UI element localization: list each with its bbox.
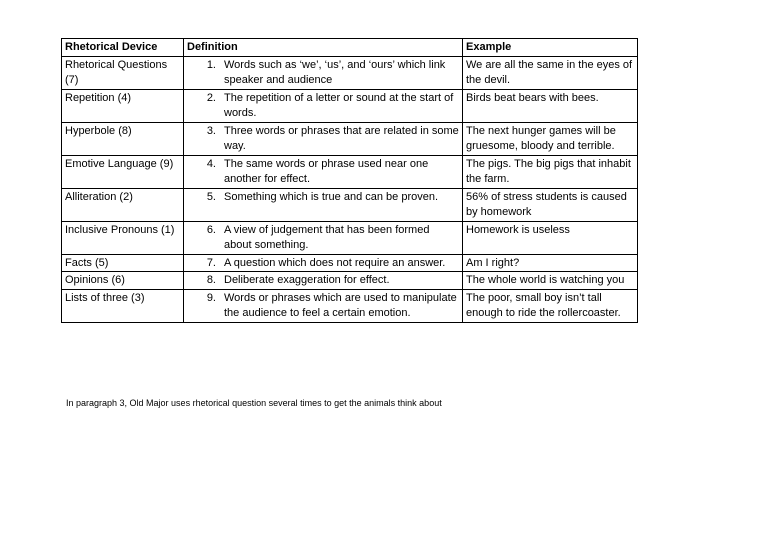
paragraph-note: In paragraph 3, Old Major uses rhetorical question several times to get the animals think about — [66, 398, 442, 408]
definition-cell — [184, 254, 463, 272]
header-example: Example — [463, 39, 638, 57]
definition-text: A view of judgement that has been formed about something. — [224, 223, 430, 251]
list-number: 9. — [206, 291, 216, 304]
list-number: 8. — [206, 274, 216, 286]
table-header-row — [62, 39, 638, 57]
definition-cell — [184, 272, 463, 290]
definition-text: Words such as ‘we’, ‘us’, and ‘ours’ which link speaker and audience — [224, 58, 446, 86]
definition-text: Deliberate exaggeration for effect. — [224, 274, 390, 286]
table-row — [62, 188, 638, 221]
device-cell: Emotive Language (9) — [62, 155, 184, 188]
example-cell: The whole world is watching you — [463, 272, 638, 290]
table-row — [62, 122, 638, 155]
device-cell: Repetition (4) — [62, 89, 184, 122]
header-device: Rhetorical Device — [62, 39, 184, 57]
table-row — [62, 254, 638, 272]
header-definition: Definition — [184, 39, 463, 57]
example-cell: The next hunger games will be gruesome, bloody and terrible. — [463, 122, 638, 155]
device-cell: Alliteration (2) — [62, 188, 184, 221]
definition-cell — [184, 155, 463, 188]
definition-cell — [184, 56, 463, 89]
definition-cell — [184, 89, 463, 122]
device-cell: Rhetorical Questions (7) — [62, 56, 184, 89]
list-number: 3. — [206, 124, 216, 137]
list-number: 6. — [206, 223, 216, 236]
table-row — [62, 221, 638, 254]
example-cell: 56% of stress students is caused by homework — [463, 188, 638, 221]
definition-cell — [184, 122, 463, 155]
table-row — [62, 289, 638, 322]
table-row — [62, 89, 638, 122]
example-cell: The poor, small boy isn’t tall enough to ride the rollercoaster. — [463, 289, 638, 322]
list-number: 5. — [206, 190, 216, 203]
table-row — [62, 56, 638, 89]
list-number: 4. — [206, 157, 216, 170]
definition-cell — [184, 289, 463, 322]
definition-text: Three words or phrases that are related in some way. — [224, 124, 459, 152]
rhetorical-devices-table — [61, 38, 638, 323]
definition-cell — [184, 188, 463, 221]
table-row — [62, 155, 638, 188]
device-cell: Opinions (6) — [62, 272, 184, 290]
example-cell: Birds beat bears with bees. — [463, 89, 638, 122]
example-cell: Homework is useless — [463, 221, 638, 254]
list-number: 7. — [206, 256, 216, 269]
example-cell: The pigs. The big pigs that inhabit the farm. — [463, 155, 638, 188]
definition-text: The same words or phrase used near one another for effect. — [224, 157, 429, 185]
example-cell: We are all the same in the eyes of the devil. — [463, 56, 638, 89]
definition-text: Words or phrases which are used to manipulate the audience to feel a certain emotion. — [224, 291, 457, 319]
table-row — [62, 272, 638, 290]
definition-text: The repetition of a letter or sound at the start of words. — [224, 91, 454, 119]
list-number: 2. — [206, 91, 216, 104]
example-cell: Am I right? — [463, 254, 638, 272]
list-number: 1. — [206, 58, 216, 71]
definition-text: A question which does not require an answer. — [224, 256, 446, 269]
device-cell: Inclusive Pronouns (1) — [62, 221, 184, 254]
definition-text: Something which is true and can be proven. — [224, 190, 439, 203]
definition-cell — [184, 221, 463, 254]
device-cell: Lists of three (3) — [62, 289, 184, 322]
device-cell: Hyperbole (8) — [62, 122, 184, 155]
device-cell: Facts (5) — [62, 254, 184, 272]
